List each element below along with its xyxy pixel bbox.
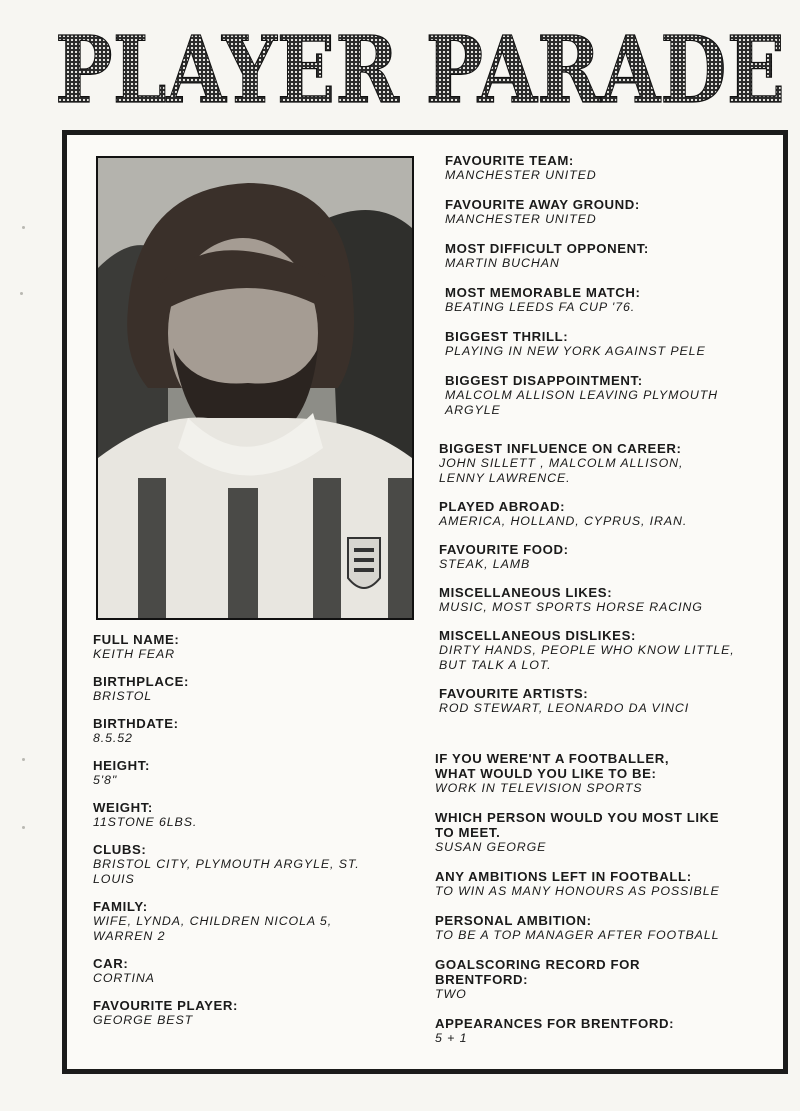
info-value: WORK IN TELEVISION SPORTS: [435, 781, 643, 795]
info-label: BIGGEST INFLUENCE ON CAREER:: [439, 441, 682, 456]
info-entry: [439, 686, 779, 716]
info-label: MOST MEMORABLE MATCH:: [445, 285, 641, 300]
margin-speck: [22, 758, 25, 761]
info-entry: [93, 842, 413, 887]
info-entry: [93, 716, 413, 746]
info-label: PERSONAL AMBITION:: [435, 913, 592, 928]
info-entry: [439, 585, 779, 615]
page-title: [50, 14, 790, 124]
info-label: IF YOU WERE'NT A FOOTBALLER, WHAT WOULD YOU LIKE TO BE:: [435, 751, 670, 781]
info-entry: [93, 998, 413, 1028]
info-label: FAVOURITE TEAM:: [445, 153, 574, 168]
info-label: FAVOURITE ARTISTS:: [439, 686, 589, 701]
margin-speck: [20, 292, 23, 295]
info-entry: [93, 800, 413, 830]
info-label: FULL NAME:: [93, 632, 180, 647]
info-value: TWO: [435, 987, 467, 1001]
info-value: SUSAN GEORGE: [435, 840, 547, 854]
right-info-column-bottom: [435, 751, 775, 1060]
left-info-column: [93, 632, 413, 1040]
info-value: BRISTOL CITY, PLYMOUTH ARGYLE, ST. LOUIS: [93, 857, 360, 886]
info-label: CAR:: [93, 956, 129, 971]
info-entry: [435, 810, 775, 855]
info-entry: [439, 441, 779, 486]
info-label: APPEARANCES FOR BRENTFORD:: [435, 1016, 675, 1031]
info-value: GEORGE BEST: [93, 1013, 194, 1027]
info-label: PLAYED ABROAD:: [439, 499, 566, 514]
info-value: 5 + 1: [435, 1031, 468, 1045]
info-entry: [439, 499, 779, 529]
info-label: FAVOURITE FOOD:: [439, 542, 569, 557]
info-entry: [93, 632, 413, 662]
info-value: MALCOLM ALLISON LEAVING PLYMOUTH ARGYLE: [445, 388, 719, 417]
player-photo: [96, 156, 414, 620]
info-entry: [445, 373, 775, 418]
info-label: FAVOURITE AWAY GROUND:: [445, 197, 640, 212]
info-entry: [93, 674, 413, 704]
info-entry: [435, 957, 775, 1002]
info-label: FAMILY:: [93, 899, 148, 914]
margin-speck: [22, 226, 25, 229]
info-value: KEITH FEAR: [93, 647, 175, 661]
info-label: GOALSCORING RECORD FOR BRENTFORD:: [435, 957, 641, 987]
info-value: BEATING LEEDS FA CUP '76.: [445, 300, 636, 314]
info-label: MISCELLANEOUS DISLIKES:: [439, 628, 636, 643]
info-value: 8.5.52: [93, 731, 133, 745]
info-value: MARTIN BUCHAN: [445, 256, 560, 270]
info-label: WEIGHT:: [93, 800, 153, 815]
info-entry: [93, 899, 413, 944]
info-value: STEAK, LAMB: [439, 557, 531, 571]
info-value: 5'8": [93, 773, 118, 787]
info-value: MANCHESTER UNITED: [445, 212, 597, 226]
info-label: BIRTHDATE:: [93, 716, 179, 731]
info-label: MISCELLANEOUS LIKES:: [439, 585, 613, 600]
info-entry: [445, 241, 775, 271]
info-entry: [435, 751, 775, 796]
info-value: WIFE, LYNDA, CHILDREN NICOLA 5, WARREN 2: [93, 914, 333, 943]
page-title-text: PLAYER PARADE: [55, 16, 785, 124]
info-value: AMERICA, HOLLAND, CYPRUS, IRAN.: [439, 514, 688, 528]
info-label: ANY AMBITIONS LEFT IN FOOTBALL:: [435, 869, 692, 884]
info-entry: [435, 913, 775, 943]
info-entry: [445, 285, 775, 315]
margin-speck: [22, 826, 25, 829]
info-value: MANCHESTER UNITED: [445, 168, 597, 182]
info-label: MOST DIFFICULT OPPONENT:: [445, 241, 649, 256]
info-label: BIGGEST THRILL:: [445, 329, 569, 344]
info-entry: [439, 628, 779, 673]
info-value: MUSIC, MOST SPORTS HORSE RACING: [439, 600, 703, 614]
info-value: PLAYING IN NEW YORK AGAINST PELE: [445, 344, 706, 358]
info-entry: [439, 542, 779, 572]
info-entry: [445, 197, 775, 227]
info-value: BRISTOL: [93, 689, 153, 703]
info-entry: [93, 956, 413, 986]
info-label: HEIGHT:: [93, 758, 150, 773]
info-value: CORTINA: [93, 971, 155, 985]
info-entry: [435, 869, 775, 899]
info-label: BIGGEST DISAPPOINTMENT:: [445, 373, 643, 388]
info-label: FAVOURITE PLAYER:: [93, 998, 239, 1013]
info-label: WHICH PERSON WOULD YOU MOST LIKE TO MEET.: [435, 810, 720, 840]
info-label: CLUBS:: [93, 842, 147, 857]
profile-frame: [62, 130, 788, 1074]
info-value: DIRTY HANDS, PEOPLE WHO KNOW LITTLE, BUT TALK A LOT.: [439, 643, 735, 672]
info-value: 11STONE 6LBS.: [93, 815, 198, 829]
info-entry: [435, 1016, 775, 1046]
info-entry: [93, 758, 413, 788]
info-entry: [445, 329, 775, 359]
info-entry: [445, 153, 775, 183]
info-value: JOHN SILLETT , MALCOLM ALLISON, LENNY LAWRENCE.: [439, 456, 684, 485]
right-info-column-middle: [439, 441, 779, 729]
info-value: TO BE A TOP MANAGER AFTER FOOTBALL: [435, 928, 720, 942]
info-value: ROD STEWART, LEONARDO DA VINCI: [439, 701, 690, 715]
info-value: TO WIN AS MANY HONOURS AS POSSIBLE: [435, 884, 720, 898]
info-label: BIRTHPLACE:: [93, 674, 189, 689]
right-info-column-top: [445, 153, 775, 432]
